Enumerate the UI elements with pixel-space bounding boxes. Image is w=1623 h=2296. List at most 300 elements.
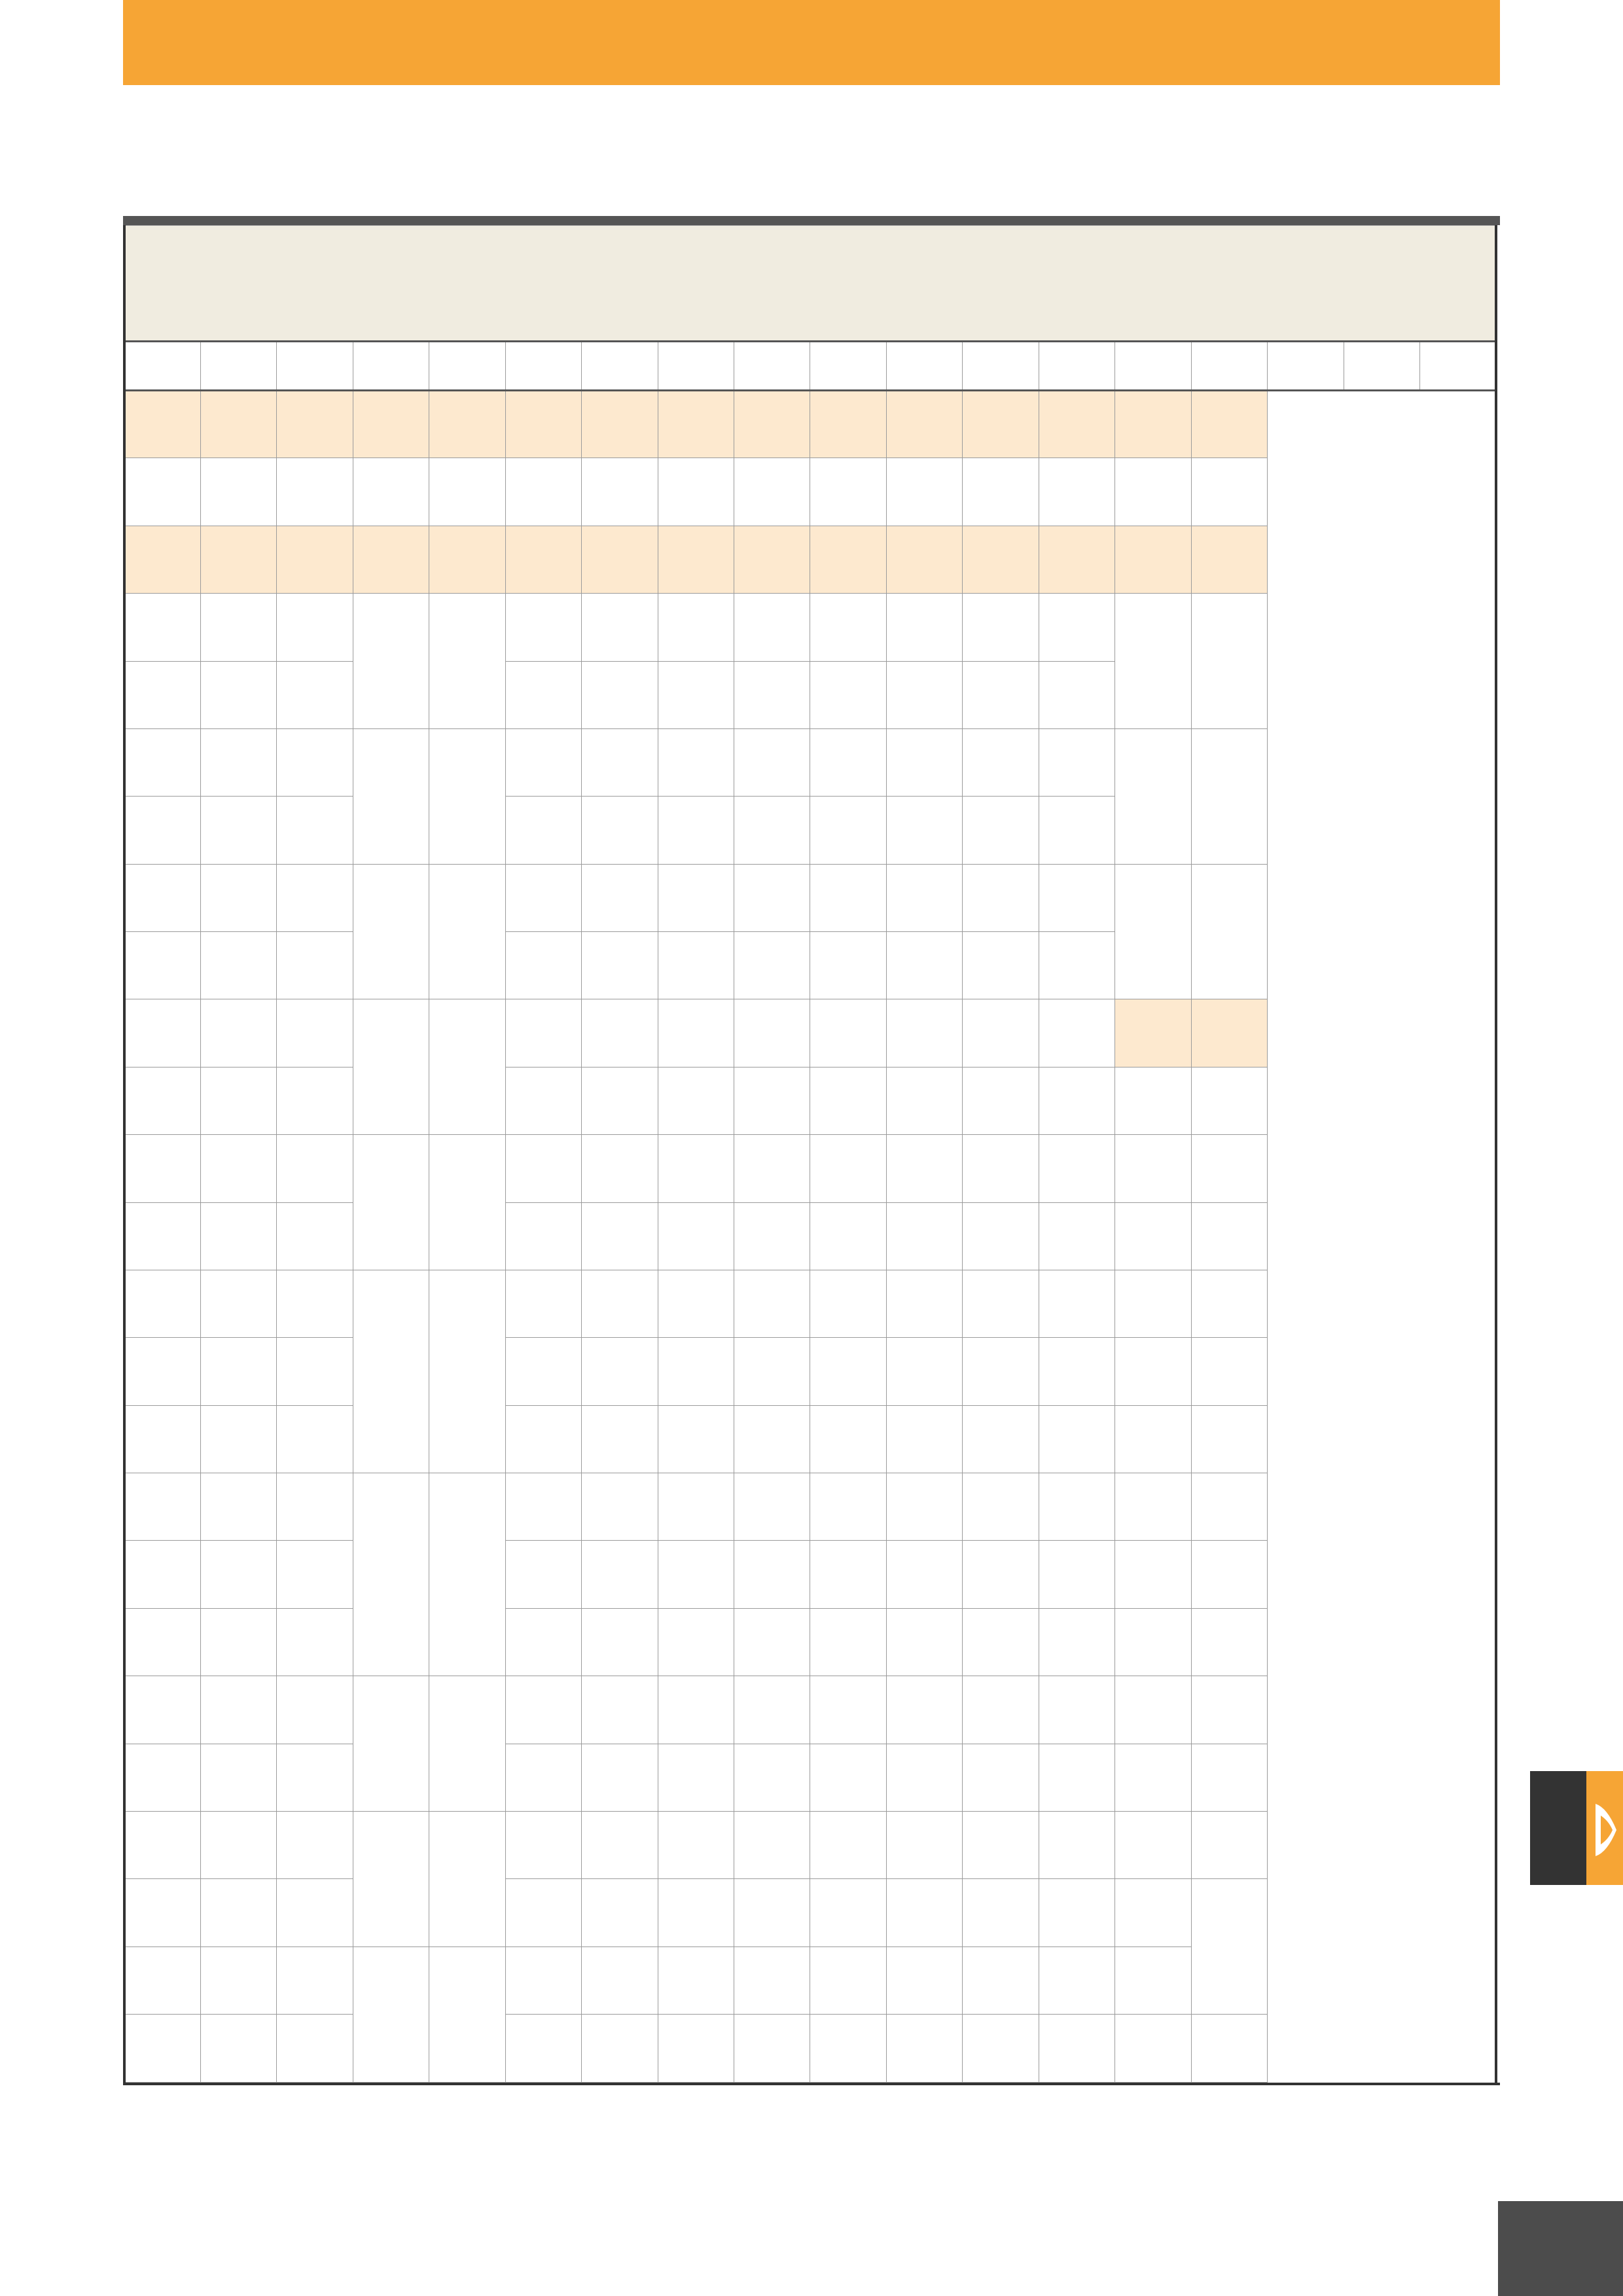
table-cell: [505, 1405, 581, 1473]
tolerance-table-frame: [123, 216, 1500, 2085]
column-header: [1419, 342, 1496, 391]
table-cell: [1039, 1744, 1115, 1811]
table-cell: [582, 526, 658, 593]
table-cell: [1115, 458, 1191, 526]
table-cell: [200, 1338, 276, 1405]
table-cell: [810, 1405, 886, 1473]
column-header: [277, 342, 353, 391]
table-cell: [963, 391, 1039, 458]
table-cell: [1191, 1676, 1267, 1744]
table-cell: [886, 458, 962, 526]
table-cell: [886, 1473, 962, 1541]
table-cell: [886, 1541, 962, 1608]
table-cell: [277, 1676, 353, 1744]
table-cell: [429, 1676, 505, 1812]
table-cell: [658, 864, 734, 931]
table-cell: [658, 458, 734, 526]
table-cell: [582, 1676, 658, 1744]
table-cell: [1039, 458, 1115, 526]
table-cell: [810, 797, 886, 864]
table-cell: [582, 1405, 658, 1473]
table-cell: [124, 1202, 200, 1270]
table-cell: [658, 1338, 734, 1405]
table-cell: [810, 2015, 886, 2083]
table-cell: [353, 728, 429, 864]
table-cell: [734, 391, 810, 458]
table-cell: [734, 864, 810, 931]
table-cell: [429, 526, 505, 593]
table-cell: [1039, 1067, 1115, 1134]
table-cell: [505, 594, 581, 661]
table-cell: [1115, 1202, 1191, 1270]
table-cell: [505, 661, 581, 728]
table-cell: [886, 1405, 962, 1473]
table-cell: [353, 1270, 429, 1473]
table-cell: [124, 1879, 200, 1946]
table-cell: [658, 2015, 734, 2083]
table-cell: [1115, 1405, 1191, 1473]
table-cell: [963, 1811, 1039, 1878]
table-cell: [200, 1202, 276, 1270]
table-cell: [1039, 797, 1115, 864]
table-cell: [658, 1270, 734, 1337]
table-cell: [810, 594, 886, 661]
table-cell: [886, 1202, 962, 1270]
table-cell: [582, 391, 658, 458]
table-cell: [734, 1811, 810, 1878]
table-cell: [1039, 1202, 1115, 1270]
table-cell: [429, 458, 505, 526]
table-cell: [1039, 2015, 1115, 2083]
table-cell: [353, 864, 429, 999]
table-cell: [810, 999, 886, 1067]
table-cell: [582, 1811, 658, 1878]
table-cell: [658, 1405, 734, 1473]
table-cell: [353, 391, 429, 458]
column-header: [582, 342, 658, 391]
table-cell: [1191, 1202, 1267, 1270]
table-cell: [1191, 1811, 1267, 1878]
table-cell: [124, 2015, 200, 2083]
table-cell: [1039, 661, 1115, 728]
table-cell: [963, 1338, 1039, 1405]
table-cell: [734, 2015, 810, 2083]
column-header: [505, 342, 581, 391]
table-cell: [810, 661, 886, 728]
table-cell: [200, 864, 276, 931]
table-cell: [582, 728, 658, 796]
table-cell: [734, 594, 810, 661]
table-cell: [658, 594, 734, 661]
table-cell: [353, 594, 429, 729]
table-cell: [734, 999, 810, 1067]
table-cell: [810, 1946, 886, 2014]
table-cell: [963, 1541, 1039, 1608]
column-header: [1344, 342, 1419, 391]
table-cell: [124, 594, 200, 661]
table-cell: [658, 1676, 734, 1744]
table-cell: [963, 2015, 1039, 2083]
table-cell: [277, 864, 353, 931]
table-cell: [810, 1135, 886, 1202]
table-cell: [1115, 391, 1191, 458]
table-cell: [277, 1879, 353, 1946]
column-header: [353, 342, 429, 391]
table-cell: [734, 1405, 810, 1473]
table-cell: [277, 1744, 353, 1811]
table-cell: [200, 1879, 276, 1946]
table-cell: [353, 999, 429, 1135]
table-cell: [1191, 1270, 1267, 1337]
table-cell: [886, 1811, 962, 1878]
page-number-tab: [1498, 2201, 1623, 2296]
table-cell: [124, 864, 200, 931]
table-cell: [505, 1744, 581, 1811]
column-header: [1039, 342, 1115, 391]
table-cell: [886, 526, 962, 593]
table-cell: [1039, 391, 1115, 458]
table-cell: [1039, 932, 1115, 999]
table-cell: [277, 1067, 353, 1134]
table-cell: [658, 1946, 734, 2014]
table-cell: [200, 458, 276, 526]
table-cell: [124, 1946, 200, 2014]
table-cell: [886, 1744, 962, 1811]
table-cell: [734, 1541, 810, 1608]
table-cell: [1039, 1946, 1115, 2014]
table-cell: [582, 1135, 658, 1202]
table-cell: [353, 458, 429, 526]
table-cell: [505, 458, 581, 526]
table-cell: [505, 864, 581, 931]
table-cell: [505, 391, 581, 458]
table-cell: [734, 526, 810, 593]
table-cell: [1039, 1405, 1115, 1473]
table-cell: [1115, 1744, 1191, 1811]
table-cell: [124, 1338, 200, 1405]
table-cell: [1191, 1405, 1267, 1473]
table-cell: [810, 864, 886, 931]
table-cell: [124, 932, 200, 999]
table-cell: [582, 1744, 658, 1811]
table-cell: [1039, 1473, 1115, 1541]
table-cell: [1039, 526, 1115, 593]
table-cell: [963, 526, 1039, 593]
table-cell: [1191, 1541, 1267, 1608]
table-cell: [886, 1067, 962, 1134]
table-cell: [963, 1473, 1039, 1541]
table-cell: [277, 728, 353, 796]
table-cell: [810, 1676, 886, 1744]
table-cell: [886, 1879, 962, 1946]
table-cell: [963, 864, 1039, 931]
table-cell: [582, 932, 658, 999]
table-cell: [963, 1879, 1039, 1946]
table-cell: [200, 1676, 276, 1744]
table-cell: [1115, 1270, 1191, 1337]
table-cell: [353, 1135, 429, 1270]
table-cell: [124, 1541, 200, 1608]
table-cell: [734, 1879, 810, 1946]
column-header: [658, 342, 734, 391]
table-cell: [734, 728, 810, 796]
table-cell: [124, 1811, 200, 1878]
table-cell: [810, 1338, 886, 1405]
table-cell: [886, 1946, 962, 2014]
table-cell: [734, 661, 810, 728]
table-cell: [886, 932, 962, 999]
table-cell: [886, 1338, 962, 1405]
table-cell: [582, 1608, 658, 1676]
table-cell: [886, 594, 962, 661]
table-cell: [277, 661, 353, 728]
table-cell: [810, 1811, 886, 1878]
table-cell: [734, 1338, 810, 1405]
table-cell: [277, 1338, 353, 1405]
table-cell: [658, 1811, 734, 1878]
table-cell: [582, 1541, 658, 1608]
table-cell: [1039, 1608, 1115, 1676]
table-cell: [886, 864, 962, 931]
table-cell: [124, 526, 200, 593]
table-cell: [277, 1811, 353, 1878]
table-cell: [429, 1811, 505, 1946]
column-header: [810, 342, 886, 391]
table-caption: [124, 226, 1496, 342]
table-cell: [658, 1608, 734, 1676]
table-cell: [1115, 2015, 1191, 2083]
table-cell: [963, 1202, 1039, 1270]
table-cell: [124, 728, 200, 796]
table-cell: [505, 797, 581, 864]
table-cell: [582, 1338, 658, 1405]
table-cell: [810, 391, 886, 458]
table-cell: [505, 932, 581, 999]
table-cell: [1039, 1811, 1115, 1878]
table-cell: [886, 1270, 962, 1337]
table-cell: [124, 1135, 200, 1202]
table-cell: [810, 1541, 886, 1608]
table-cell: [277, 1202, 353, 1270]
table-cell: [200, 1405, 276, 1473]
table-cell: [505, 1473, 581, 1541]
table-cell: [810, 728, 886, 796]
table-cell: [886, 1676, 962, 1744]
table-cell: [277, 1135, 353, 1202]
table-cell: [200, 2015, 276, 2083]
table-cell: [200, 1067, 276, 1134]
table-cell: [1191, 1744, 1267, 1811]
table-cell: [200, 1744, 276, 1811]
table-cell: [505, 999, 581, 1067]
table-cell: [886, 391, 962, 458]
table-cell: [1191, 2015, 1267, 2083]
table-cell: [1115, 1676, 1191, 1744]
table-cell: [963, 661, 1039, 728]
section-tab: [1530, 1771, 1623, 1885]
table-cell: [1191, 1608, 1267, 1676]
table-cell: [963, 932, 1039, 999]
table-cell: [963, 1405, 1039, 1473]
column-header: [886, 342, 962, 391]
table-cell: [124, 1676, 200, 1744]
table-cell: [1115, 594, 1191, 729]
table-cell: [963, 1067, 1039, 1134]
table-cell: [1191, 728, 1267, 864]
table-cell: [1115, 864, 1191, 999]
table-cell: [810, 932, 886, 999]
table-cell: [963, 1676, 1039, 1744]
table-cell: [1115, 1338, 1191, 1405]
table-cell: [734, 1202, 810, 1270]
table-cell: [734, 1676, 810, 1744]
table-cell: [200, 728, 276, 796]
table-cell: [810, 1202, 886, 1270]
table-cell: [1191, 458, 1267, 526]
column-header: [124, 342, 200, 391]
table-cell: [582, 1202, 658, 1270]
table-cell: [810, 1744, 886, 1811]
section-tab-label: [1530, 1771, 1586, 1885]
table-cell: [810, 1879, 886, 1946]
table-cell: [277, 526, 353, 593]
table-cell: [658, 1202, 734, 1270]
table-cell: [734, 1473, 810, 1541]
table-cell: [277, 1946, 353, 2014]
table-cell: [582, 864, 658, 931]
table-cell: [505, 1067, 581, 1134]
table-cell: [505, 1338, 581, 1405]
table-cell: [582, 458, 658, 526]
table-cell: [1115, 1541, 1191, 1608]
table-cell: [810, 1473, 886, 1541]
table-cell: [963, 594, 1039, 661]
table-cell: [1191, 526, 1267, 593]
table-cell: [1115, 1608, 1191, 1676]
table-cell: [200, 1135, 276, 1202]
table-cell: [582, 661, 658, 728]
table-cell: [1191, 1067, 1267, 1134]
table-cell: [429, 728, 505, 864]
table-cell: [1191, 1135, 1267, 1202]
table-cell: [582, 1473, 658, 1541]
table-cell: [582, 999, 658, 1067]
table-cell: [582, 1270, 658, 1337]
table-cell: [277, 1608, 353, 1676]
table-cell: [886, 661, 962, 728]
table-cell: [658, 1135, 734, 1202]
table-cell: [1115, 1811, 1191, 1878]
table-cell: [353, 1946, 429, 2082]
table-cell: [200, 1946, 276, 2014]
table-cell: [658, 932, 734, 999]
table-cell: [1115, 1473, 1191, 1541]
table-cell: [658, 1744, 734, 1811]
table-cell: [1039, 1270, 1115, 1337]
table-cell: [734, 1067, 810, 1134]
tolerance-table: [123, 225, 1497, 2083]
table-cell: [353, 1676, 429, 1812]
table-cell: [124, 1270, 200, 1337]
table-cell: [353, 1811, 429, 1946]
table-cell: [505, 1946, 581, 2014]
table-cell: [1039, 1541, 1115, 1608]
table-cell: [658, 391, 734, 458]
table-cell: [1039, 1879, 1115, 1946]
table-cell: [124, 458, 200, 526]
table-cell: [277, 458, 353, 526]
table-cell: [810, 1270, 886, 1337]
table-cell: [1039, 999, 1115, 1067]
table-cell: [582, 797, 658, 864]
table-cell: [200, 594, 276, 661]
table-cell: [277, 2015, 353, 2083]
table-cell: [505, 1270, 581, 1337]
table-cell: [429, 594, 505, 729]
table-cell: [658, 526, 734, 593]
column-header: [1115, 342, 1191, 391]
table-cell: [200, 1541, 276, 1608]
table-cell: [582, 1946, 658, 2014]
table-cell: [505, 1541, 581, 1608]
table-cell: [1115, 728, 1191, 864]
table-cell: [124, 1067, 200, 1134]
table-cell: [1191, 999, 1267, 1067]
column-header: [1191, 342, 1267, 391]
table-cell: [277, 999, 353, 1067]
table-cell: [658, 728, 734, 796]
table-cell: [963, 1608, 1039, 1676]
table-cell: [582, 1879, 658, 1946]
table-cell: [886, 2015, 962, 2083]
top-accent-bar: [123, 0, 1500, 85]
table-cell: [1191, 1879, 1267, 2015]
table-cell: [1039, 1676, 1115, 1744]
table-cell: [1115, 1946, 1191, 2014]
table-cell: [277, 797, 353, 864]
table-cell: [658, 797, 734, 864]
table-cell: [1191, 864, 1267, 999]
table-cell: [963, 797, 1039, 864]
table-cell: [124, 999, 200, 1067]
table-cell: [429, 391, 505, 458]
table-cell: [1039, 864, 1115, 931]
table-cell: [1191, 1338, 1267, 1405]
table-cell: [429, 1270, 505, 1473]
table-cell: [886, 1608, 962, 1676]
table-cell: [429, 864, 505, 999]
table-cell: [200, 526, 276, 593]
table-cell: [505, 2015, 581, 2083]
table-cell: [505, 1608, 581, 1676]
table-cell: [505, 1202, 581, 1270]
table-cell: [658, 1473, 734, 1541]
table-cell: [658, 661, 734, 728]
table-cell: [200, 391, 276, 458]
table-cell: [582, 1067, 658, 1134]
table-cell: [200, 1473, 276, 1541]
table-cell: [810, 526, 886, 593]
column-header: [1268, 342, 1344, 391]
table-cell: [963, 999, 1039, 1067]
table-cell: [1039, 594, 1115, 661]
table-cell: [734, 1744, 810, 1811]
table-cell: [277, 391, 353, 458]
table-cell: [124, 661, 200, 728]
table-cell: [1115, 999, 1191, 1067]
table-cell: [734, 797, 810, 864]
column-header: [200, 342, 276, 391]
